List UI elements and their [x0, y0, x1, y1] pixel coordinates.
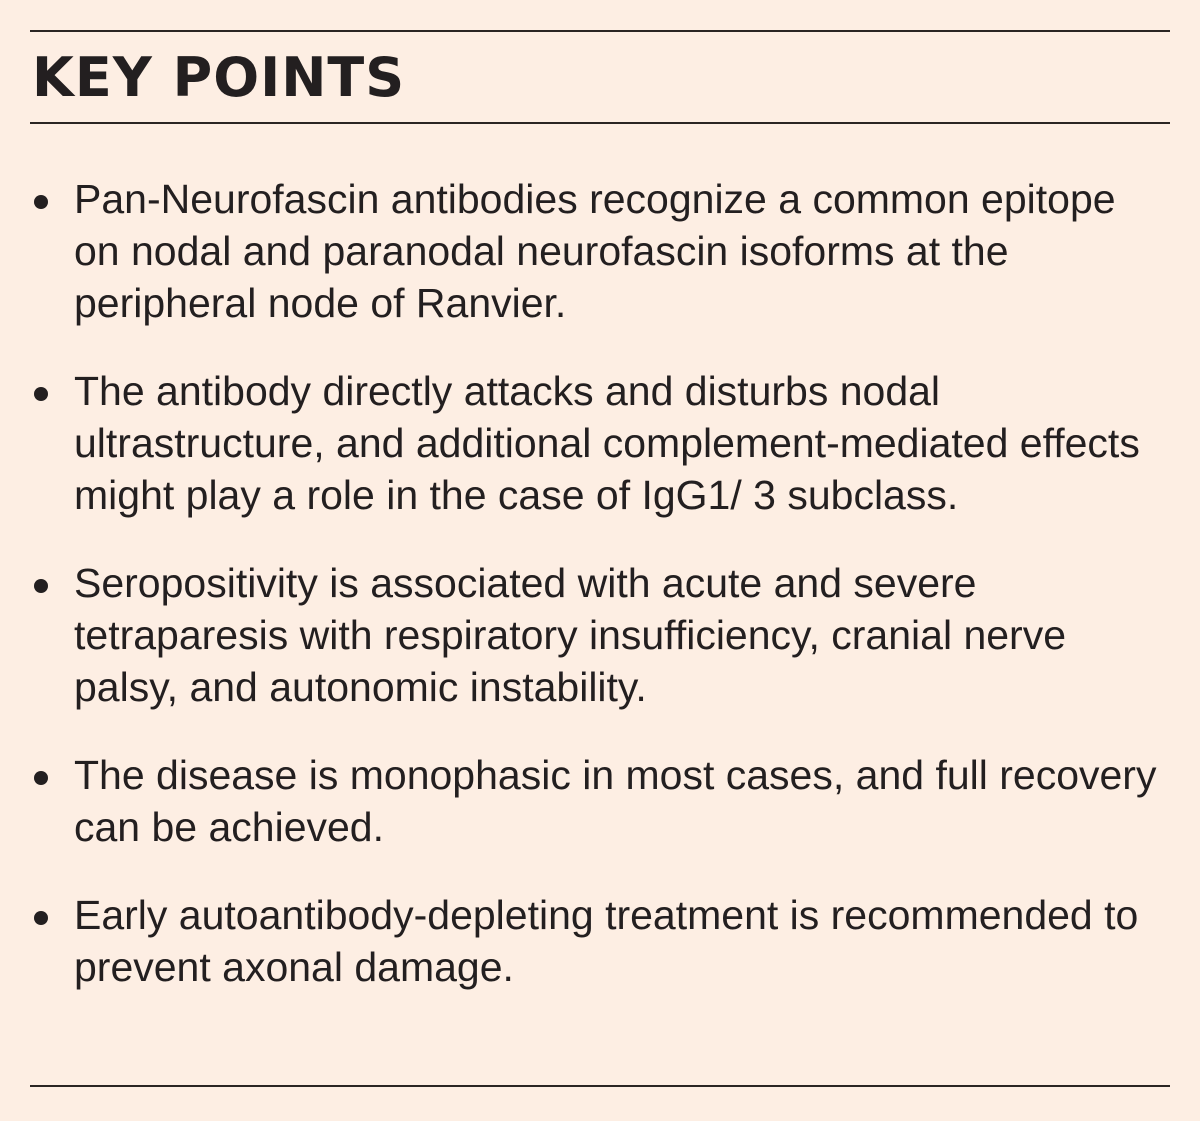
- point-text: Seropositivity is associated with acute and severe tetraparesis with respiratory insufficiency, cranial nerve palsy, and autonomic instability.: [74, 560, 1067, 710]
- box-title: KEY POINTS: [32, 46, 406, 109]
- bottom-divider: [30, 1085, 1170, 1087]
- bullet-icon: [34, 911, 48, 925]
- top-divider: [30, 30, 1170, 32]
- list-item: [32, 365, 1172, 521]
- bullet-icon: [34, 195, 48, 209]
- key-points-list: [32, 173, 1172, 1029]
- list-item: [32, 557, 1172, 713]
- point-text: Early autoantibody-depleting treatment is recommended to prevent axonal damage.: [74, 892, 1139, 990]
- point-text: Pan-Neurofascin antibodies recognize a common epitope on nodal and paranodal neurofascin isoforms at the peripheral node of Ranvier.: [74, 176, 1116, 326]
- bullet-icon: [34, 387, 48, 401]
- list-item: [32, 889, 1172, 993]
- list-item: [32, 749, 1172, 853]
- list-item: [32, 173, 1172, 329]
- title-divider: [30, 122, 1170, 124]
- point-text: The disease is monophasic in most cases, and full recovery can be achieved.: [74, 752, 1157, 850]
- point-text: The antibody directly attacks and disturbs nodal ultrastructure, and additional complement-mediated effects might play a role in the case of IgG1/ 3 subclass.: [74, 368, 1140, 518]
- bullet-icon: [34, 579, 48, 593]
- bullet-icon: [34, 771, 48, 785]
